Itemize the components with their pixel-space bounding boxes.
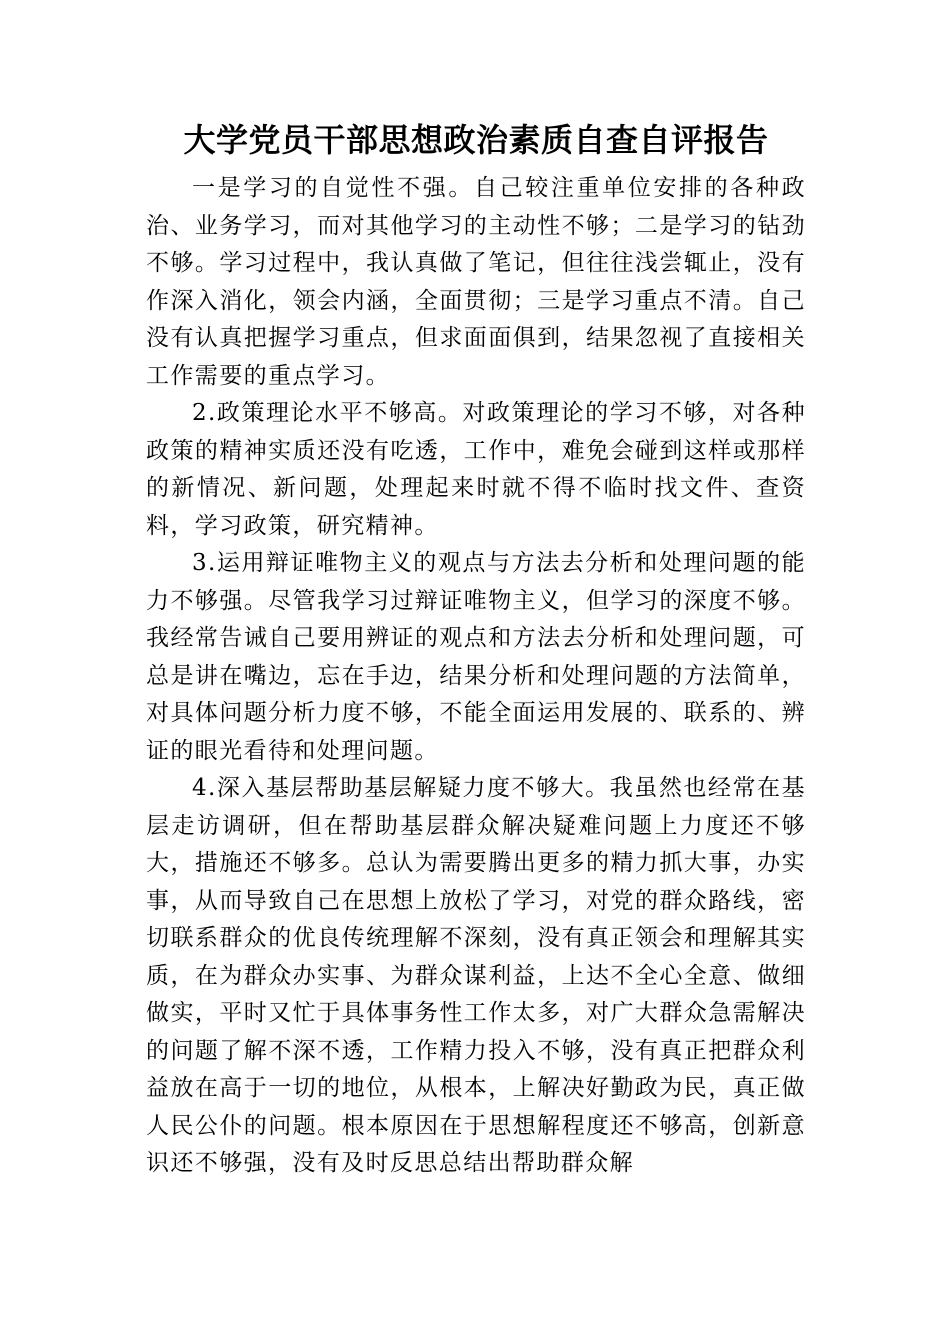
paragraph-4: 4.深入基层帮助基层解疑力度不够大。我虽然也经常在基层走访调研，但在帮助基层群众解决疑难问题上力度还不够大，措施还不够多。总认为需要腾出更多的精力抓大事，办实事，从而导致自己在思想上放松了学习，对党的群众路线，密切联系群众的优良传统理解不深刻，没有真正领会和理解其实质，在为群众办实事、为群众谋利益，上达不全心全意、做细做实，平时又忙于具体事务性工作太多，对广大群众急需解决的问题了解不深不透，工作精力投入不够，没有真正把群众利益放在高于一切的地位，从根本，上解决好勤政为民，真正做人民公仆的问题。根本原因在于思想解程度还不够高，创新意识还不够强，没有及时反思总结出帮助群众解 xyxy=(146,775,806,1176)
paragraph-3: 3.运用辩证唯物主义的观点与方法去分析和处理问题的能力不够强。尽管我学习过辩证唯物主义，但学习的深度不够。我经常告诫自己要用辨证的观点和方法去分析和处理问题，可总是讲在嘴边，忘在手边，结果分析和处理问题的方法简单，对具体问题分析力度不够，不能全面运用发展的、联系的、辨证的眼光看待和处理问题。 xyxy=(146,550,806,764)
document-page xyxy=(146,118,806,1183)
paragraph-2: 2.政策理论水平不够高。对政策理论的学习不够，对各种政策的精神实质还没有吃透，工作中，难免会碰到这样或那样的新情况、新问题，处理起来时就不得不临时找文件、查资料，学习政策，研究精神。 xyxy=(146,400,806,539)
paragraph-1: 一是学习的自觉性不强。自己较注重单位安排的各种政治、业务学习，而对其他学习的主动性不够；二是学习的钻劲不够。学习过程中，我认真做了笔记，但往往浅尝辄止，没有作深入消化，领会内涵，全面贯彻；三是学习重点不清。自己没有认真把握学习重点，但求面面俱到，结果忽视了直接相关工作需要的重点学习。 xyxy=(146,175,806,389)
document-title: 大学党员干部思想政治素质自查自评报告 xyxy=(183,121,769,159)
